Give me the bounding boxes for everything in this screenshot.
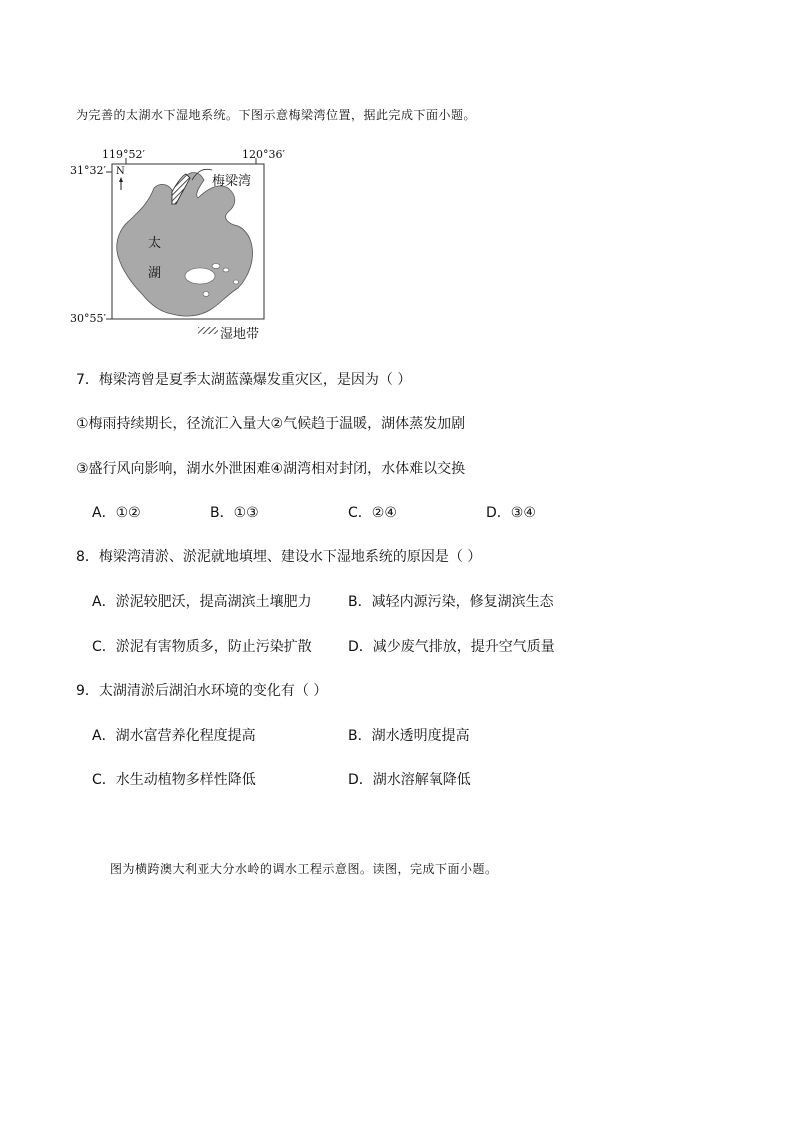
bay-label: 梅梁湾 bbox=[212, 174, 252, 189]
q7-statements-2: ③盛行风向影响，湖水外泄困难④湖湾相对封闭，水体难以交换 bbox=[76, 461, 466, 477]
lat-top-label: 31°32′ bbox=[70, 164, 106, 177]
q9-option-b[interactable]: B．湖水透明度提高 bbox=[348, 728, 470, 744]
lat-bottom-label: 30°55′ bbox=[70, 312, 106, 325]
q7-option-a[interactable]: A．①② bbox=[92, 505, 141, 521]
q7-option-d[interactable]: D．③④ bbox=[486, 505, 536, 521]
q9-stem: 9．太湖清淤后湖泊水环境的变化有（ ） bbox=[76, 683, 328, 699]
q7-option-c[interactable]: C．②④ bbox=[348, 505, 397, 521]
lake-label-char-2: 湖 bbox=[148, 266, 162, 281]
q7-option-b[interactable]: B．①③ bbox=[210, 505, 259, 521]
q8-option-d[interactable]: D．减少废气排放，提升空气质量 bbox=[348, 639, 555, 655]
q7-statements-1: ①梅雨持续期长，径流汇入量大②气候趋于温暖，湖体蒸发加剧 bbox=[76, 416, 466, 432]
q9-option-a[interactable]: A．湖水富营养化程度提高 bbox=[92, 728, 256, 744]
q8-option-b[interactable]: B．减轻内源污染，修复湖滨生态 bbox=[348, 594, 554, 610]
legend-hatch-swatch bbox=[198, 327, 218, 334]
q7-stem: 7．梅梁湾曾是夏季太湖蓝藻爆发重灾区，是因为（ ） bbox=[76, 372, 412, 388]
island-small-1 bbox=[212, 264, 220, 269]
island-small-3 bbox=[203, 292, 209, 297]
taihu-lake-shape bbox=[117, 173, 253, 317]
q8-option-a[interactable]: A．淤泥较肥沃，提高湖滨土壤肥力 bbox=[92, 594, 312, 610]
lon-left-label: 119°52′ bbox=[102, 148, 145, 161]
q9-option-d[interactable]: D．湖水溶解氧降低 bbox=[348, 772, 471, 788]
meiliang-bay-map bbox=[68, 146, 285, 346]
island-small-2 bbox=[223, 268, 229, 272]
q8-stem: 8．梅梁湾清淤、淤泥就地填埋、建设水下湿地系统的原因是（ ） bbox=[76, 549, 482, 565]
intro-text-1: 为完善的太湖水下湿地系统。下图示意梅梁湾位置，据此完成下面小题。 bbox=[76, 108, 477, 122]
island-small-4 bbox=[234, 280, 239, 284]
lake-label-char-1: 太 bbox=[148, 236, 162, 251]
north-label: N bbox=[116, 166, 125, 177]
intro-text-2: 图为横跨澳大利亚大分水岭的调水工程示意图。读图，完成下面小题。 bbox=[110, 862, 498, 876]
q9-option-c[interactable]: C．水生动植物多样性降低 bbox=[92, 772, 256, 788]
legend-label: 湿地带 bbox=[220, 327, 260, 342]
island-large bbox=[185, 268, 215, 284]
q8-option-c[interactable]: C．淤泥有害物质多，防止污染扩散 bbox=[92, 639, 312, 655]
lon-right-label: 120°36′ bbox=[242, 148, 285, 161]
